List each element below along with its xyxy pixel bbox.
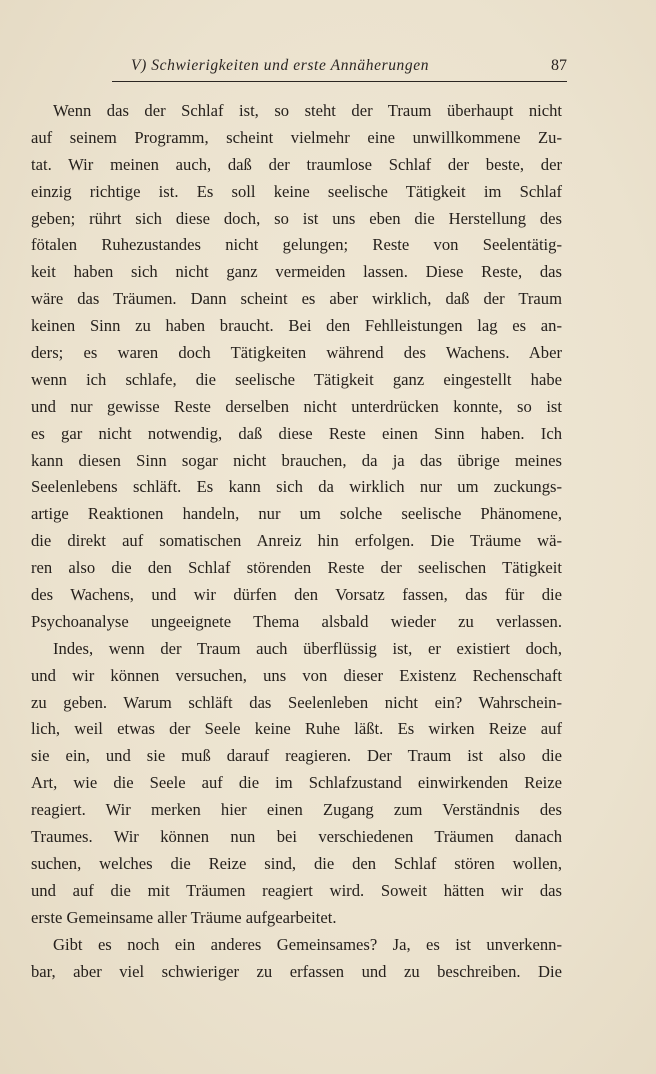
text-line: fötalen Ruhezustandes nicht gelungen; Reste von Seelentätig- xyxy=(31,235,562,255)
running-title: V) Schwierigkeiten und erste Annäherungen xyxy=(131,57,430,74)
text-line: keit haben sich nicht ganz vermeiden lassen. Diese Reste, das xyxy=(31,262,562,282)
text-line: und wir können versuchen, uns von dieser Existenz Rechenschaft xyxy=(31,665,562,685)
text-line: kann diesen Sinn sogar nicht brauchen, da ja das übrige meines xyxy=(31,450,562,470)
text-line: auf seinem Programm, scheint vielmehr eine unwillkommene Zu- xyxy=(31,127,562,147)
page-number: 87 xyxy=(551,57,567,74)
text-line: ren also die den Schlaf störenden Reste der seelischen Tätigkeit xyxy=(31,558,562,578)
text-line: ders; es waren doch Tätigkeiten während des Wachens. Aber xyxy=(31,343,562,363)
text-line: tat. Wir meinen auch, daß der traumlose Schlaf der beste, der xyxy=(31,154,562,174)
text-line: zu geben. Warum schläft das Seelenleben nicht ein? Wahrschein- xyxy=(31,692,562,712)
text-line: die direkt auf somatischen Anreiz hin erfolgen. Die Träume wä- xyxy=(31,531,562,551)
running-header xyxy=(112,55,567,82)
text-line: Indes, wenn der Traum auch überflüssig ist, er existiert doch, xyxy=(53,638,562,658)
text-line: und nur gewisse Reste derselben nicht unterdrücken konnte, so ist xyxy=(31,396,562,416)
text-line: geben; rührt sich diese doch, so ist uns eben die Herstellung des xyxy=(31,208,562,228)
text-line: Art, wie die Seele auf die im Schlafzustand einwirkenden Reize xyxy=(31,773,562,793)
text-line: einzig richtige ist. Es soll keine seelische Tätigkeit im Schlaf xyxy=(31,181,562,201)
text-line: wenn ich schlafe, die seelische Tätigkeit ganz eingestellt habe xyxy=(31,369,562,389)
text-line: und auf die mit Träumen reagiert wird. Soweit hätten wir das xyxy=(31,880,562,900)
text-line: es gar nicht notwendig, daß diese Reste einen Sinn haben. Ich xyxy=(31,423,562,443)
body-text xyxy=(31,98,562,985)
text-line: Seelenlebens schläft. Es kann sich da wirklich nur um zuckungs- xyxy=(31,477,562,497)
text-line: bar, aber viel schwieriger zu erfassen und zu beschreiben. Die xyxy=(31,961,562,981)
text-line: sie ein, und sie muß darauf reagieren. Der Traum ist also die xyxy=(31,746,562,766)
text-line: Psychoanalyse ungeeignete Thema alsbald wieder zu verlassen. xyxy=(31,611,562,631)
text-line: reagiert. Wir merken hier einen Zugang zum Verständnis des xyxy=(31,800,562,820)
text-line: Wenn das der Schlaf ist, so steht der Traum überhaupt nicht xyxy=(53,101,562,120)
text-line: erste Gemeinsame aller Träume aufgearbeitet. xyxy=(31,907,337,927)
text-line: Traumes. Wir können nun bei verschiedenen Träumen danach xyxy=(31,827,562,847)
text-line: artige Reaktionen handeln, nur um solche seelische Phänomene, xyxy=(31,504,562,524)
text-line: des Wachens, und wir dürfen den Vorsatz fassen, das für die xyxy=(31,585,562,605)
text-line: keinen Sinn zu haben braucht. Bei den Fehlleistungen lag es an- xyxy=(31,316,562,336)
text-line: wäre das Träumen. Dann scheint es aber wirklich, daß der Traum xyxy=(31,289,562,309)
text-line: Gibt es noch ein anderes Gemeinsames? Ja, es ist unverkenn- xyxy=(53,934,562,954)
text-line: lich, weil etwas der Seele keine Ruhe läßt. Es wirken Reize auf xyxy=(31,719,562,739)
text-line: suchen, welches die Reize sind, die den Schlaf stören wollen, xyxy=(31,853,562,873)
